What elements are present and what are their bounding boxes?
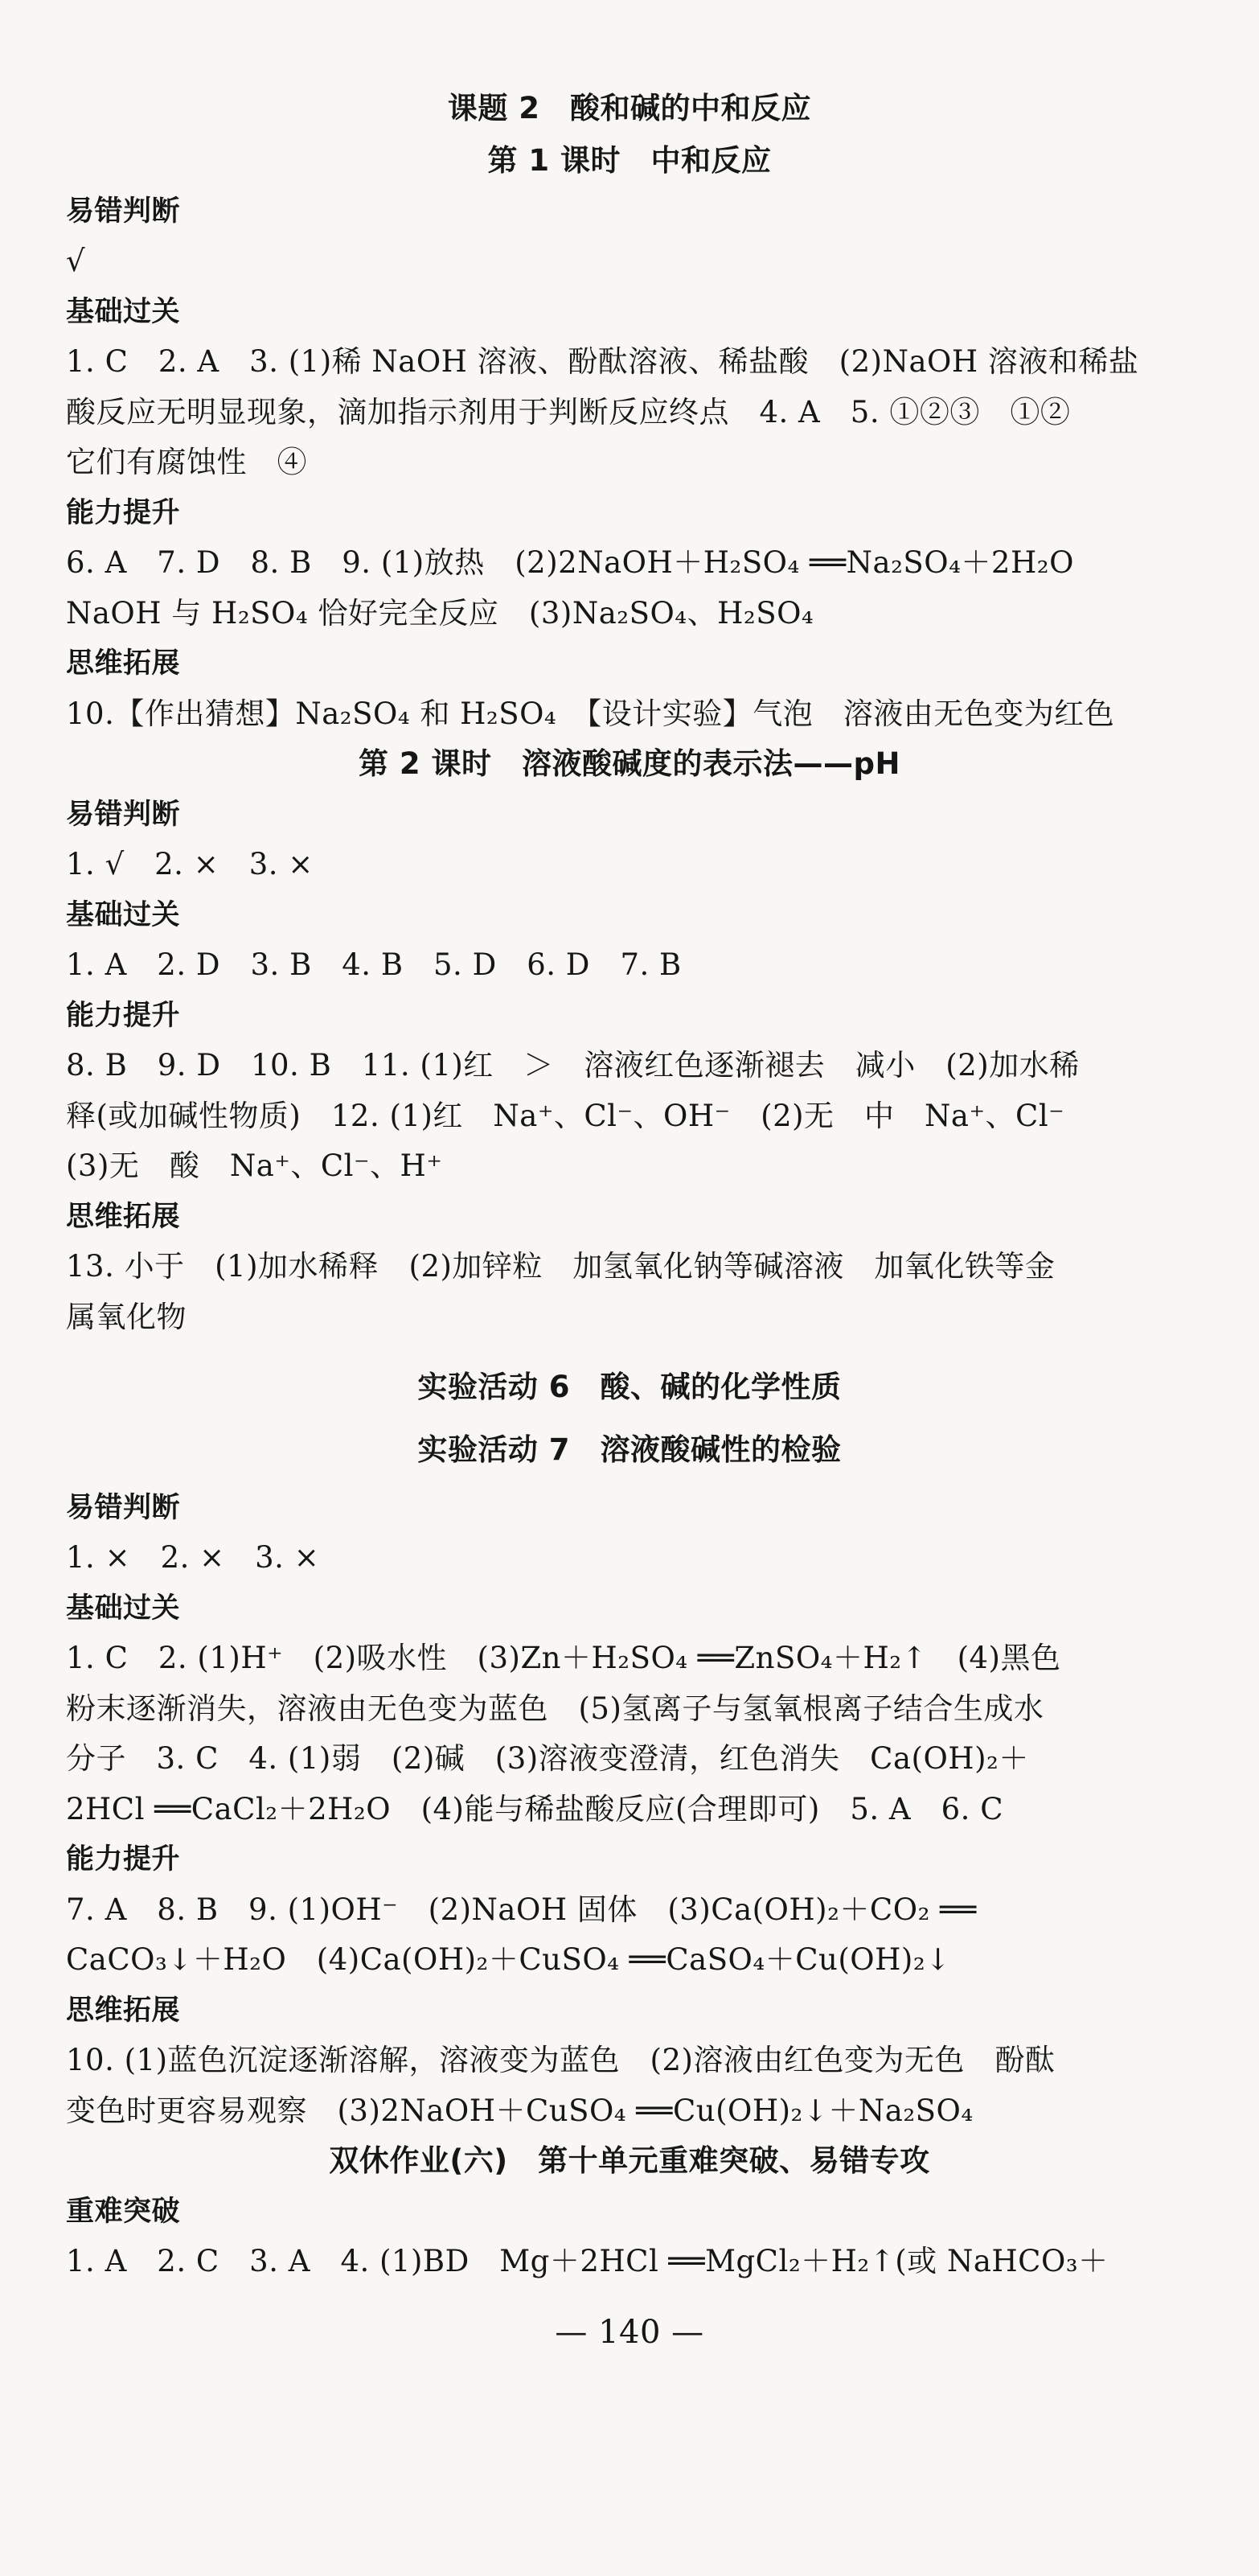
section-heading: 思维拓展 (66, 647, 181, 680)
section-heading: 易错判断 (66, 195, 181, 228)
answer-line: 1. A 2. C 3. A 4. (1)BD Mg＋2HCl ══MgCl₂＋H₂↑(或 NaHCO₃＋ (66, 2244, 1109, 2278)
answer-line: 2HCl ══CaCl₂＋2H₂O (4)能与稀盐酸反应(合理即可) 5. A 6. C (66, 1792, 1004, 1826)
section-heading: 能力提升 (66, 1843, 181, 1876)
answer-line: NaOH 与 H₂SO₄ 恰好完全反应 (3)Na₂SO₄、H₂SO₄ (66, 596, 814, 631)
section-heading: 思维拓展 (66, 1201, 181, 1233)
answer-line: 1. C 2. (1)H⁺ (2)吸水性 (3)Zn＋H₂SO₄ ══ZnSO₄＋H₂↑ (4)黑色 (66, 1641, 1061, 1675)
section-heading: 易错判断 (66, 1492, 181, 1524)
answer-line: 1. √ 2. × 3. × (66, 847, 314, 881)
answer-line: √ (66, 244, 86, 278)
section-heading: 思维拓展 (66, 1995, 181, 2027)
answer-line: 1. C 2. A 3. (1)稀 NaOH 溶液、酚酞溶液、稀盐酸 (2)NaOH 溶液和稀盐 (66, 344, 1139, 379)
answer-line: 13. 小于 (1)加水稀释 (2)加锌粒 加氢氧化钠等碱溶液 加氧化铁等金 (66, 1249, 1056, 1284)
lesson-title: 课题 2 酸和碱的中和反应 (447, 91, 812, 125)
answer-line: 它们有腐蚀性 ④ (66, 445, 307, 479)
answer-line: 8. B 9. D 10. B 11. (1)红 ＞ 溶液红色逐渐褪去 减小 (2)加水稀 (66, 1048, 1080, 1083)
answer-line: 10. (1)蓝色沉淀逐渐溶解，溶液变为蓝色 (2)溶液由红色变为无色 酚酞 (66, 2043, 1056, 2077)
section-heading: 能力提升 (66, 1000, 181, 1032)
answer-line: (3)无 酸 Na⁺、Cl⁻、H⁺ (66, 1148, 443, 1183)
answer-line: 10.【作出猜想】Na₂SO₄ 和 H₂SO₄ 【设计实验】气泡 溶液由无色变为红色 (66, 696, 1115, 731)
period-title: 第 1 课时 中和反应 (487, 143, 772, 178)
weekend-work-title: 双休作业(六) 第十单元重难突破、易错专攻 (329, 2143, 930, 2178)
section-heading: 重难突破 (66, 2196, 181, 2228)
activity-title: 实验活动 6 酸、碱的化学性质 (417, 1370, 842, 1404)
answer-line: 7. A 8. B 9. (1)OH⁻ (2)NaOH 固体 (3)Ca(OH)₂＋CO₂ ══ (66, 1892, 977, 1927)
section-heading: 基础过关 (66, 296, 181, 328)
answer-line: 1. × 2. × 3. × (66, 1540, 320, 1575)
section-heading: 易错判断 (66, 799, 181, 831)
answer-line: 酸反应无明显现象，滴加指示剂用于判断反应终点 4. A 5. ①②③ ①② (66, 395, 1071, 429)
answer-line: 粉末逐渐消失，溶液由无色变为蓝色 (5)氢离子与氢氧根离子结合生成水 (66, 1691, 1044, 1726)
period-title: 第 2 课时 溶液酸碱度的表示法——pH (359, 746, 900, 781)
answer-line: 释(或加碱性物质) 12. (1)红 Na⁺、Cl⁻、OH⁻ (2)无 中 Na⁺、Cl⁻ (66, 1099, 1065, 1133)
activity-title: 实验活动 7 溶液酸碱性的检验 (417, 1432, 842, 1467)
section-heading: 基础过关 (66, 899, 181, 931)
section-heading: 能力提升 (66, 497, 181, 529)
answer-line: 属氧化物 (66, 1300, 187, 1334)
answer-line: 变色时更容易观察 (3)2NaOH＋CuSO₄ ══Cu(OH)₂↓＋Na₂SO₄ (66, 2093, 974, 2128)
page-number: — 140 — (555, 2314, 704, 2351)
answer-line: CaCO₃↓＋H₂O (4)Ca(OH)₂＋CuSO₄ ══CaSO₄＋Cu(OH)₂↓ (66, 1942, 951, 1977)
answer-line: 分子 3. C 4. (1)弱 (2)碱 (3)溶液变澄清，红色消失 Ca(OH)₂＋ (66, 1741, 1029, 1776)
section-heading: 基础过关 (66, 1592, 181, 1625)
answer-line: 6. A 7. D 8. B 9. (1)放热 (2)2NaOH＋H₂SO₄ ══Na₂SO₄＋2H₂O (66, 545, 1074, 580)
answer-line: 1. A 2. D 3. B 4. B 5. D 6. D 7. B (66, 947, 682, 982)
